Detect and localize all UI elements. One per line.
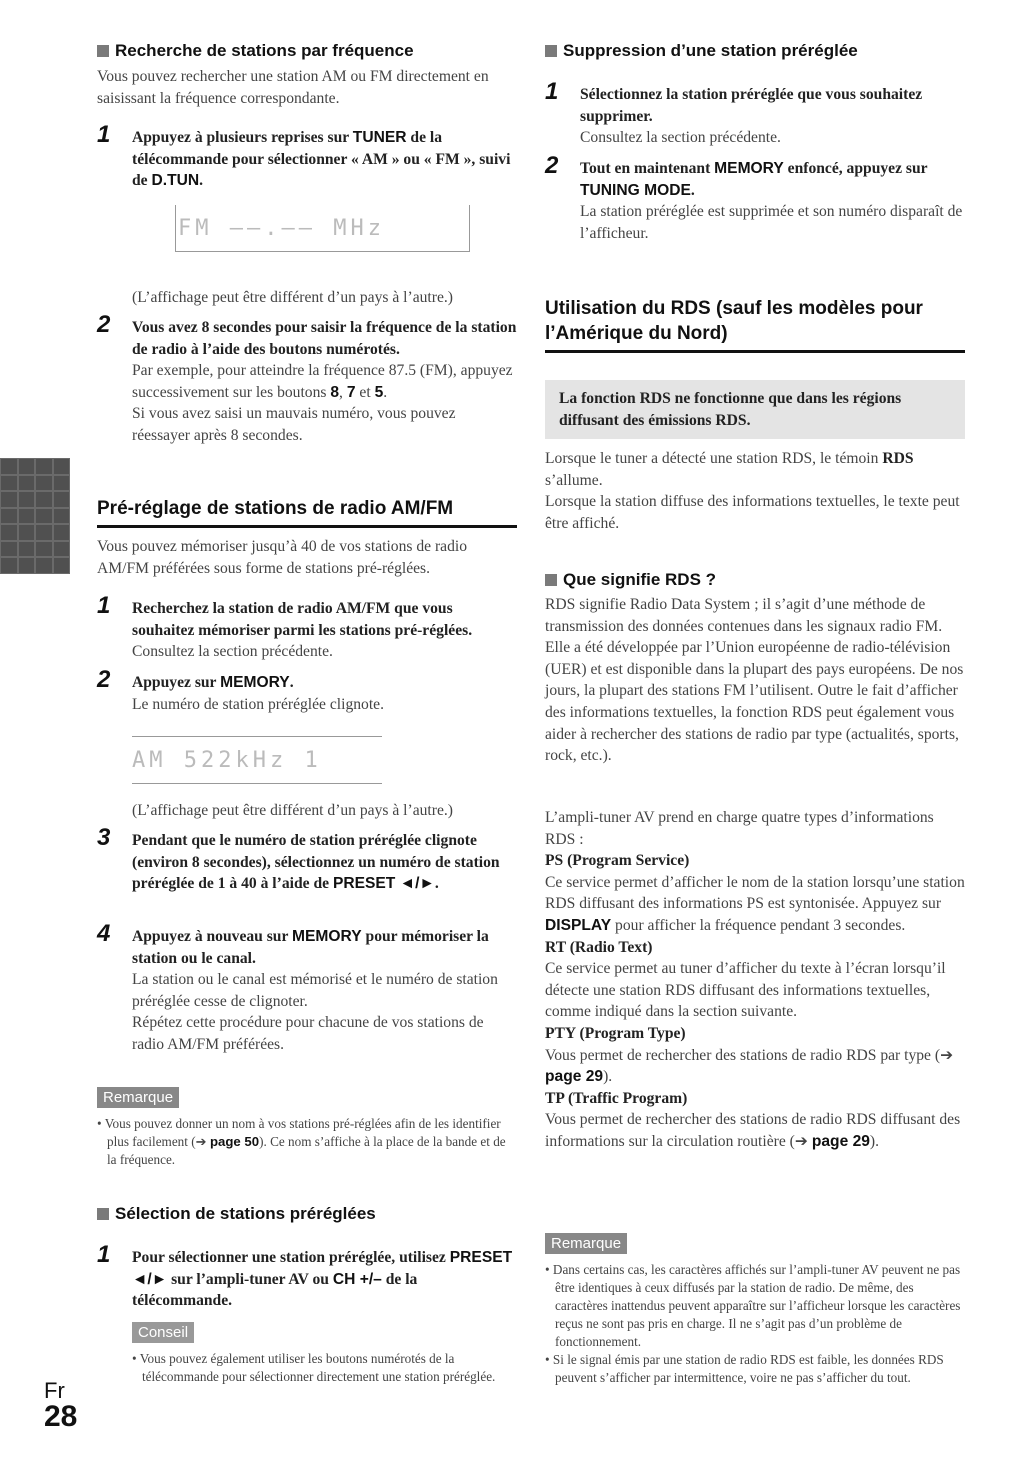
remarque-list [97,1115,517,1169]
suppression-step-2: 2 Tout en maintenant MEMORY enfoncé, appuyez sur TUNING MODE. La station préréglée est supprimée et son numéro disparaît de l’afficheur. [545,152,963,242]
suppression-heading: Suppression d’une station préréglée [545,41,858,61]
lcd-display-fm: FM ‒‒.‒‒ MHz [175,205,470,252]
conseil-badge: Conseil [132,1322,194,1343]
selection-heading: Sélection de stations préréglées [97,1204,376,1224]
rds-info-box: La fonction RDS ne fonctionne que dans les régions diffusant des émissions RDS. [545,380,965,439]
freq-search-heading: Recherche de stations par fréquence [97,41,414,61]
preset-step-3: 3 Pendant que le numéro de station préréglée clignote (environ 8 secondes), sélectionnez un numéro de station préréglée de 1 à 40 à l’aide de PRESET ◄/►. [97,824,500,893]
list-item: • Si le signal émis par une station de radio RDS est faible, les données RDS peuvent s’afficher par intermittence, voire ne pas s’afficher du tout. [545,1352,944,1385]
lcd-display-am: AM 522kHz 1 [132,736,382,784]
display-note-1: (L’affichage peut être différent d’un pays à l’autre.) [132,289,453,306]
remarque-list-right [545,1261,965,1387]
display-note-2: (L’affichage peut être différent d’un pays à l’autre.) [132,802,453,819]
list-item: • Dans certains cas, les caractères affichés sur l’ampli-tuner AV peuvent ne pas être identiques à ceux diffusés par la station de radio. De même, des caractères inattendus peuvent apparaître sur l’afficheur lorsque les caractères reçus ne sont pas pris en charge. Il ne s’agit pas d’un problème de fonctionnement. [545,1262,961,1349]
remarque-badge-right: Remarque [545,1233,627,1254]
freq-step-2: 2 Vous avez 8 secondes pour saisir la fréquence de la station de radio à l’aide des boutons numérotés. Par exemple, pour atteindre la fréquence 87.5 (FM), appuyez successivement sur les boutons 8, 7 et 5. Si vous avez saisi un mauvais numéro, vous pouvez réessayer après 8 secondes. [97,311,517,444]
preset-step-2: 2 Appuyez sur MEMORY. Le numéro de station préréglée clignote. [97,666,384,713]
square-bullet-icon [97,1208,109,1220]
rds-section-heading: Utilisation du RDS (sauf les modèles pour l’Amérique du Nord) [545,296,965,353]
square-bullet-icon [545,45,557,57]
suppression-step-1: 1 Sélectionnez la station préréglée que vous souhaitez supprimer. Consultez la section précédente. [545,78,923,147]
page-number: 28 [44,1400,78,1433]
square-bullet-icon [545,574,557,586]
rds-definition: RDS signifie Radio Data System ; il s’agit d’une méthode de transmission des données contenues dans les signaux radio FM. Elle a été développée par l’Union européenne de radio-télévision (UER) et est disponible dans la plupart des pays européens. De nos jours, la plupart des stations FM l’utilisent. Outre le fait d’afficher des informations textuelles, la fonction RDS peut également vous aider à rechercher des stations de radio par type (actualités, sports, rock, etc.). [545,596,964,765]
preset-intro: Vous pouvez mémoriser jusqu’à 40 de vos stations de radio AM/FM préférées sous forme de stations pré-réglées. [97,538,468,577]
preset-section-heading: Pré-réglage de stations de radio AM/FM [97,496,517,528]
chapter-tab [0,458,70,574]
preset-step-1: 1 Recherchez la station de radio AM/FM que vous souhaitez mémoriser parmi les stations pré-réglées. Consultez la section précédente. [97,592,473,661]
selection-step-1: 1 Pour sélectionner une station préréglée, utilisez PRESET ◄/► sur l’ampli-tuner AV ou CH +/– de la télécommande. [97,1241,513,1310]
rds-types: L’ampli-tuner AV prend en charge quatre types d’informations RDS : PS (Program Service) Ce service permet d’afficher le nom de la station lorsqu’une station RDS diffusant des informations PS est syntonisée. Appuyez sur DISPLAY pour afficher la fréquence pendant 3 secondes. RT (Radio Text) Ce service permet au tuner d’afficher du texte à l’écran lorsqu’il détecte une station RDS diffusant des informations textuelles, comme indiqué dans la section suivante. PTY (Program Type) Vous permet de rechercher des stations de radio RDS par type (➔ page 29). TP (Traffic Program) Vous permet de rechercher des stations de radio RDS diffusant des informations sur la circulation routière (➔ page 29). [545,809,965,1150]
list-item: • Vous pouvez également utiliser les boutons numérotés de la télécommande pour sélectionner directement une station préréglée. [132,1351,496,1384]
rds-paragraphs: Lorsque le tuner a détecté une station RDS, le témoin RDS s’allume. Lorsque la station diffuse des informations textuelles, le texte peut être affiché. [545,450,960,532]
list-item: • Vous pouvez donner un nom à vos stations pré-réglées afin de les identifier plus facilement (➔ page 50). Ce nom s’affiche à la place de la bande et de la fréquence. [97,1116,506,1167]
conseil-list [132,1350,517,1386]
freq-search-intro: Vous pouvez rechercher une station AM ou FM directement en saisissant la fréquence correspondante. [97,68,489,107]
preset-step-4: 4 Appuyez à nouveau sur MEMORY pour mémoriser la station ou le canal. La station ou le canal est mémorisé et le numéro de station préréglée cesse de clignoter. Répétez cette procédure pour chacune de vos stations de radio AM/FM préférées. [97,920,498,1053]
remarque-badge: Remarque [97,1087,179,1108]
square-bullet-icon [97,45,109,57]
language-code: Fr [44,1378,65,1403]
freq-step-1: 1 Appuyez à plusieurs reprises sur TUNER de la télécommande pour sélectionner « AM » ou « FM », suivi de D.TUN. [97,121,511,190]
que-signifie-heading: Que signifie RDS ? [545,570,716,590]
